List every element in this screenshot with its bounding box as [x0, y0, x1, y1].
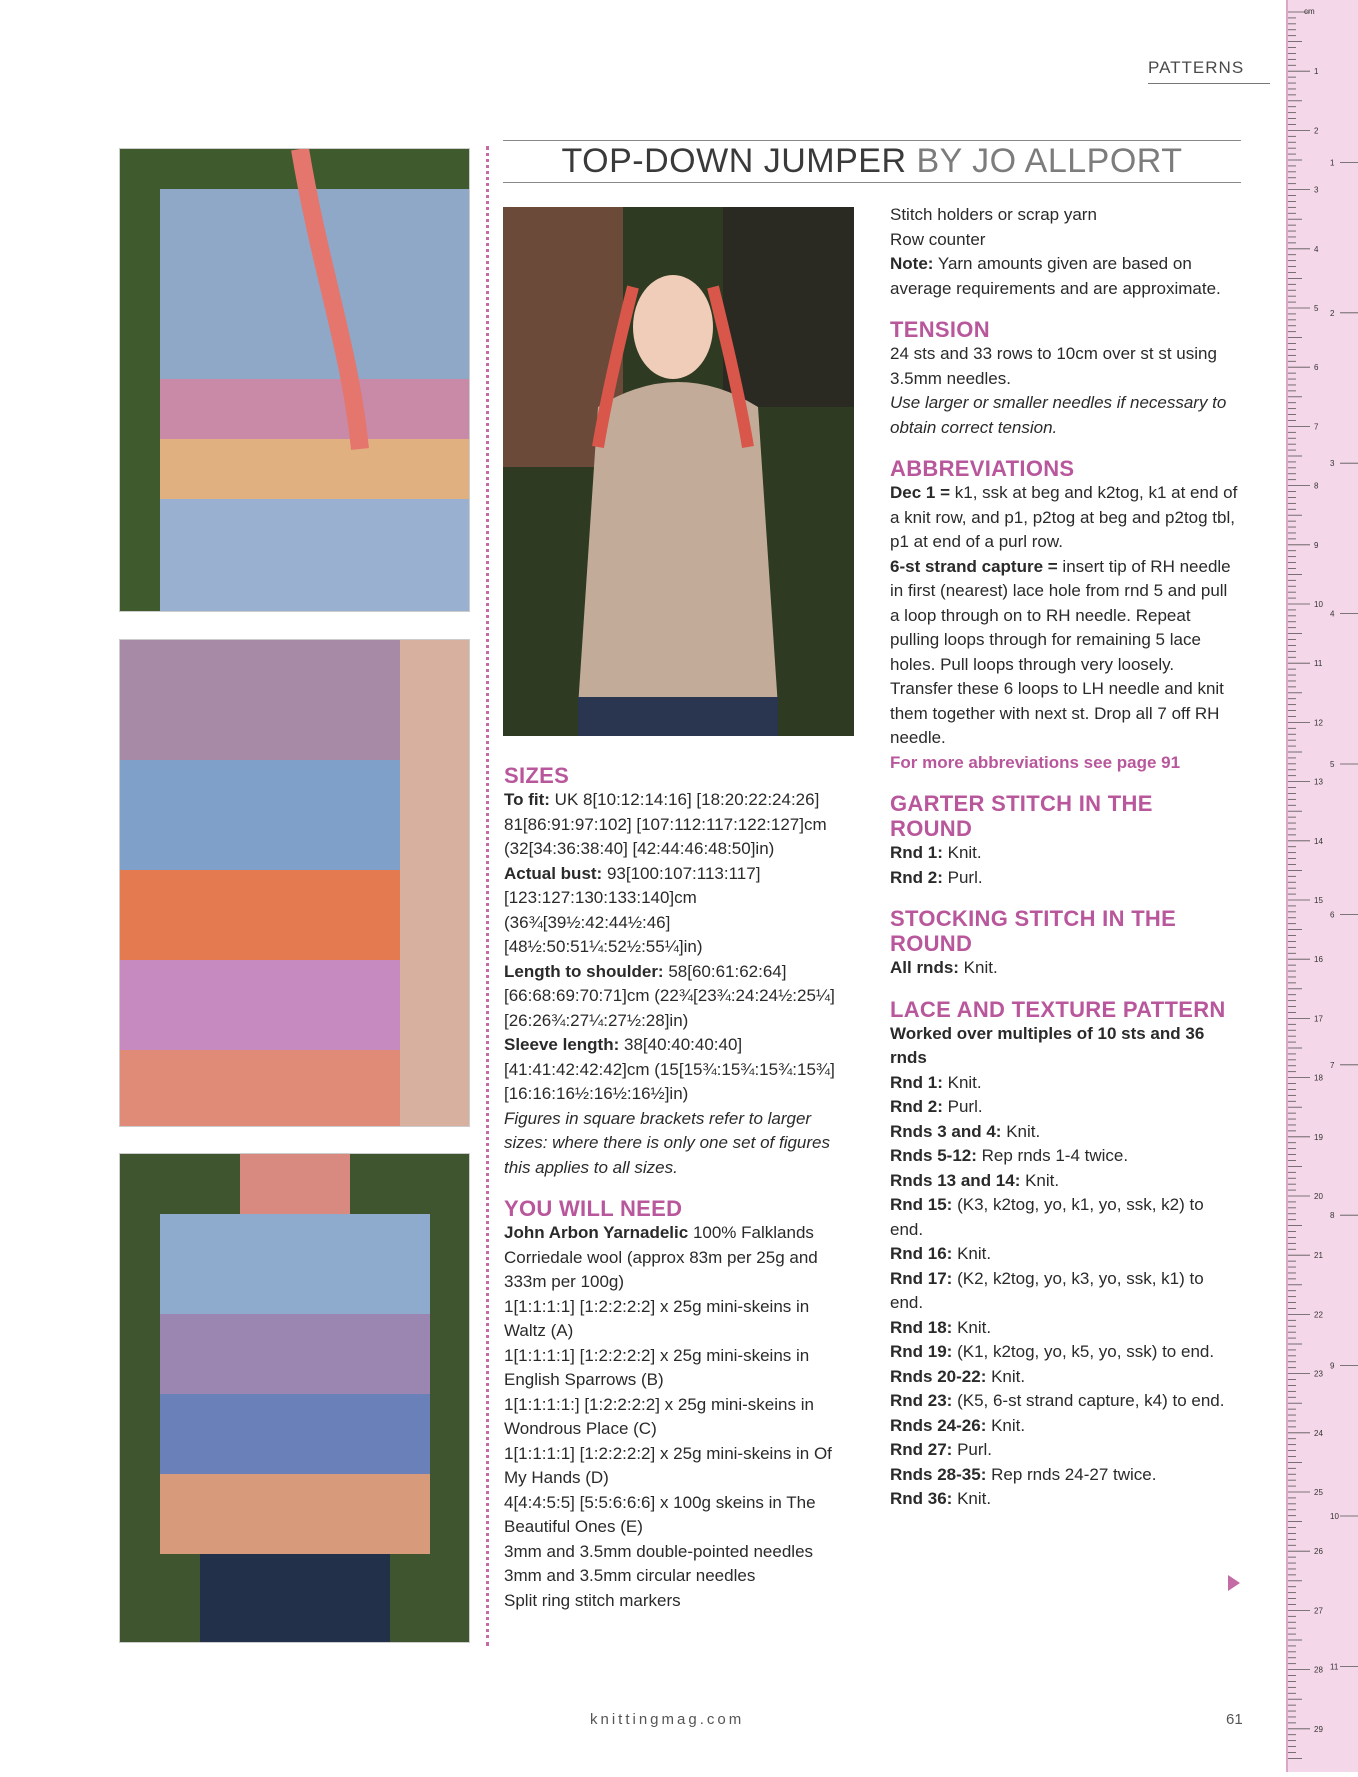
more-abbreviations-link[interactable]: For more abbreviations see page 91: [890, 752, 1181, 772]
lace-row: [890, 1463, 1240, 1488]
ruler-inch-label: 1: [1330, 158, 1335, 168]
stocking-row: [890, 956, 1240, 981]
ruler-cm-label: 11: [1314, 659, 1323, 669]
ruler-inch-label: 5: [1330, 760, 1335, 769]
photo-middle-back-detail: [119, 639, 470, 1127]
sizes-note: Figures in square brackets refer to larger sizes: where there is only one set of figures this applies to all sizes.: [504, 1108, 830, 1177]
title-rule-bottom: [503, 182, 1241, 183]
lace-row: [890, 1340, 1240, 1365]
lace-row-text: (K1, k2tog, yo, k5, yo, ssk) to end.: [952, 1342, 1215, 1361]
ruler-cm-label: 29: [1314, 1724, 1323, 1734]
tension-text: 24 sts and 33 rows to 10cm over st st using 3.5mm needles.: [890, 344, 1217, 388]
ruler-cm-label: 25: [1314, 1488, 1323, 1497]
title-main: TOP-DOWN JUMPER: [561, 142, 907, 180]
lace-row-label: Rnds 24-26:: [890, 1415, 987, 1435]
lace-row: [890, 1095, 1240, 1120]
ruler-cm-label: 27: [1314, 1606, 1323, 1616]
garter-row-label: Rnd 1:: [890, 843, 943, 862]
ruler-cm-label: 1: [1314, 67, 1319, 77]
page-number: 61: [1226, 1711, 1243, 1728]
lace-row-text: Purl.: [942, 1097, 983, 1116]
lace-rows: [890, 1071, 1240, 1512]
tension-heading: TENSION: [890, 317, 990, 342]
ruler-inch-label: 6: [1330, 910, 1335, 920]
lace-row-label: Rnd 2:: [890, 1097, 943, 1116]
ruler-cm-label: 23: [1314, 1369, 1323, 1379]
ruler-cm-label: 14: [1314, 836, 1323, 846]
stocking-rows: [890, 956, 1240, 981]
lace-heading: LACE AND TEXTURE PATTERN: [890, 996, 1226, 1022]
ruler-cm-label: 18: [1314, 1073, 1323, 1083]
lace-row-text: Knit.: [986, 1415, 1026, 1435]
ruler-cm-label: 7: [1314, 422, 1319, 432]
ruler-inch-label: 4: [1330, 609, 1335, 619]
size-sleeve: Sleeve length: 38[40:40:40:40] [41:41:42:42:42]cm (15[15¾:15¾:15¾:15¾] [16:16:16½:16½:16½]in): [504, 1035, 835, 1103]
ruler-cm-label: 26: [1314, 1547, 1323, 1557]
lace-row: [890, 1389, 1240, 1414]
lace-intro: Worked over multiples of 10 sts and 36 rnds: [890, 1023, 1205, 1067]
lace-row-text: (K3, k2tog, yo, k1, yo, ssk, k2) to end.: [890, 1195, 1204, 1239]
size-length: Length to shoulder: 58[60:61:62:64] [66:68:69:70:71]cm (22¾[23¾:24:24½:25¼] [26:26¾:27¼:27½:28]in): [504, 961, 835, 1030]
continue-arrow-icon[interactable]: [1228, 1575, 1240, 1591]
need-item: 1[1:1:1:1] [1:2:2:2:2] x 25g mini-skeins in Of My Hands (D): [504, 1443, 832, 1487]
lace-row-label: Rnd 15:: [890, 1195, 953, 1214]
photo-bottom-back: [119, 1153, 470, 1643]
footer-url: knittingmag.com: [590, 1711, 745, 1728]
ruler-cm-label: 8: [1314, 481, 1319, 491]
lace-row-text: Knit.: [1020, 1170, 1060, 1190]
lace-row: [890, 1120, 1240, 1145]
lace-row-label: Rnd 18:: [890, 1317, 953, 1337]
lace-row-label: Rnds 3 and 4:: [890, 1121, 1002, 1141]
lace-row: [890, 1267, 1240, 1316]
garter-row-text: Knit.: [942, 843, 982, 862]
lace-row-label: Rnd 17:: [890, 1268, 953, 1288]
column-divider: [486, 146, 489, 1646]
pattern-title: [503, 142, 1241, 181]
section-label: PATTERNS: [1148, 58, 1245, 77]
lace-row-label: Rnd 19:: [890, 1342, 953, 1361]
lace-row-label: Rnd 23:: [890, 1391, 953, 1410]
ruler-inch-label: 9: [1330, 1361, 1335, 1371]
lace-row-label: Rnd 16:: [890, 1244, 953, 1263]
lace-row-label: Rnd 1:: [890, 1072, 943, 1092]
lace-row-text: Purl.: [952, 1440, 993, 1459]
lace-row-label: Rnds 5-12:: [890, 1146, 977, 1165]
ruler-inch-label: 11: [1330, 1662, 1339, 1672]
size-to-fit: To fit: UK 8[10:12:14:16] [18:20:22:24:26] 81[86:91:97:102] [107:112:117:122:127]cm (32[34:36:38:40] [42:44:46:48:50]in): [504, 790, 827, 858]
title-byline: BY JO ALLPORT: [906, 142, 1183, 180]
lace-row-label: Rnd 27:: [890, 1440, 953, 1459]
garter-heading: GARTER STITCH IN THE ROUND: [890, 791, 1153, 841]
materials-note: Note: Yarn amounts given are based on average requirements and are approximate.: [890, 254, 1221, 298]
lace-row-text: Knit.: [942, 1072, 982, 1092]
sizes-heading: SIZES: [504, 763, 570, 788]
lace-row: [890, 1414, 1240, 1439]
stocking-heading: STOCKING STITCH IN THE ROUND: [890, 906, 1177, 956]
ruler-cm-label: 19: [1314, 1132, 1323, 1142]
materials-item: Row counter: [890, 229, 986, 249]
photo-top-front: [119, 148, 470, 612]
ruler-cm-label: 4: [1314, 244, 1319, 254]
lace-row: [890, 1193, 1240, 1242]
lace-row: [890, 1438, 1240, 1463]
ruler-cm-label: 20: [1314, 1192, 1323, 1201]
ruler-cm-label: 12: [1314, 718, 1323, 728]
you-will-need-heading: YOU WILL NEED: [504, 1196, 683, 1221]
size-actual-bust: Actual bust: 93[100:107:113:117] [123:127:130:133:140]cm (36¾[39½:42:44½:46] [48½:50:51¼:52½:55¼]in): [504, 863, 761, 956]
need-item: 3mm and 3.5mm double-pointed needles: [504, 1541, 814, 1561]
lace-row-text: Rep rnds 24-27 twice.: [986, 1464, 1157, 1484]
sizes-and-materials-column: [504, 763, 854, 1613]
abbreviations-heading: ABBREVIATIONS: [890, 456, 1075, 481]
lace-row-text: Rep rnds 1-4 twice.: [976, 1146, 1129, 1165]
lace-row: [890, 1071, 1240, 1096]
ruler-cm-label: 6: [1314, 363, 1319, 373]
need-item: 1[1:1:1:1:] [1:2:2:2:2] x 25g mini-skeins in Wondrous Place (C): [504, 1394, 814, 1438]
ruler-inch-label: 7: [1330, 1060, 1335, 1070]
abbr-strand-capture: 6-st strand capture = insert tip of RH needle in first (nearest) lace hole from rnd 5 and pull a loop through on to RH needle. Repeat pulling loops through for remaining 5 lace holes. Pull loops through very loosely. Transfer these 6 loops to LH needle and knit them together with next st. Drop all 7 off RH needle.: [890, 556, 1231, 747]
garter-row-text: Purl.: [942, 867, 983, 887]
lace-row-text: Knit.: [986, 1366, 1026, 1386]
ruler-cm-label: 17: [1314, 1014, 1323, 1024]
ruler-inch-label: 10: [1330, 1512, 1339, 1521]
garter-row: [890, 866, 1240, 891]
lace-row-label: Rnds 20-22:: [890, 1366, 987, 1386]
ruler-ticks: [1288, 0, 1358, 1772]
photo-jumper-model: [503, 207, 854, 736]
lace-row-label: Rnds 28-35:: [890, 1464, 987, 1484]
garter-row: [890, 841, 1240, 866]
lace-row: [890, 1316, 1240, 1341]
ruler-cm-label: 15: [1314, 896, 1323, 905]
ruler-cm-label: 2: [1314, 126, 1319, 136]
materials-item: Stitch holders or scrap yarn: [890, 205, 1097, 224]
ruler-inch-label: 2: [1330, 308, 1335, 318]
lace-row-text: (K2, k2tog, yo, k3, yo, ssk, k1) to end.: [890, 1268, 1204, 1312]
measuring-ruler: [1286, 0, 1358, 1772]
tension-note: Use larger or smaller needles if necessary to obtain correct tension.: [890, 393, 1227, 437]
abbr-dec: Dec 1 = k1, ssk at beg and k2tog, k1 at end of a knit row, and p1, p2tog at beg and p2tog tbl, p1 at end of a purl row.: [890, 483, 1238, 551]
ruler-cm-label: 13: [1314, 777, 1323, 787]
need-item: 1[1:1:1:1] [1:2:2:2:2] x 25g mini-skeins in English Sparrows (B): [504, 1345, 810, 1389]
need-item: 1[1:1:1:1] [1:2:2:2:2] x 25g mini-skeins in Waltz (A): [504, 1296, 810, 1340]
ruler-cm-label: 28: [1314, 1665, 1323, 1675]
need-item: 4[4:4:5:5] [5:5:6:6:6] x 100g skeins in The Beautiful Ones (E): [504, 1492, 816, 1536]
garter-rows: [890, 841, 1240, 890]
lace-row: [890, 1365, 1240, 1390]
ruler-cm-label: 3: [1314, 185, 1319, 195]
lace-row-text: Knit.: [952, 1317, 992, 1337]
ruler-inch-label: 8: [1330, 1211, 1335, 1221]
ruler-cm-label: 21: [1314, 1251, 1323, 1261]
lace-row-text: Knit.: [1001, 1121, 1041, 1141]
need-item: Split ring stitch markers: [504, 1590, 681, 1610]
lace-row: [890, 1169, 1240, 1194]
lace-row: [890, 1487, 1240, 1512]
lace-row: [890, 1242, 1240, 1267]
lace-row-label: Rnd 36:: [890, 1489, 953, 1508]
section-rule: [1148, 83, 1270, 84]
ruler-cm-label: 22: [1314, 1310, 1323, 1320]
ruler-unit-label: cm: [1304, 7, 1315, 16]
stocking-row-label: All rnds:: [890, 958, 959, 977]
title-rule-top: [503, 140, 1241, 141]
lace-row-text: Knit.: [952, 1489, 992, 1508]
lace-row-text: (K5, 6-st strand capture, k4) to end.: [952, 1391, 1225, 1410]
lace-row: [890, 1144, 1240, 1169]
lace-row-label: Rnds 13 and 14:: [890, 1170, 1021, 1190]
ruler-cm-label: 24: [1314, 1428, 1323, 1438]
ruler-inch-label: 3: [1330, 459, 1335, 469]
lace-row-text: Knit.: [952, 1244, 992, 1263]
ruler-cm-label: 16: [1314, 955, 1323, 965]
stocking-row-text: Knit.: [958, 958, 998, 977]
ruler-cm-label: 10: [1314, 600, 1323, 609]
need-item: 3mm and 3.5mm circular needles: [504, 1566, 756, 1585]
yarn-description: John Arbon Yarnadelic 100% Falklands Corriedale wool (approx 83m per 25g and 333m per 100g): [504, 1223, 818, 1291]
instructions-column: [890, 203, 1240, 1512]
ruler-cm-label: 9: [1314, 540, 1319, 550]
ruler-cm-label: 5: [1314, 304, 1319, 313]
garter-row-label: Rnd 2:: [890, 867, 943, 887]
